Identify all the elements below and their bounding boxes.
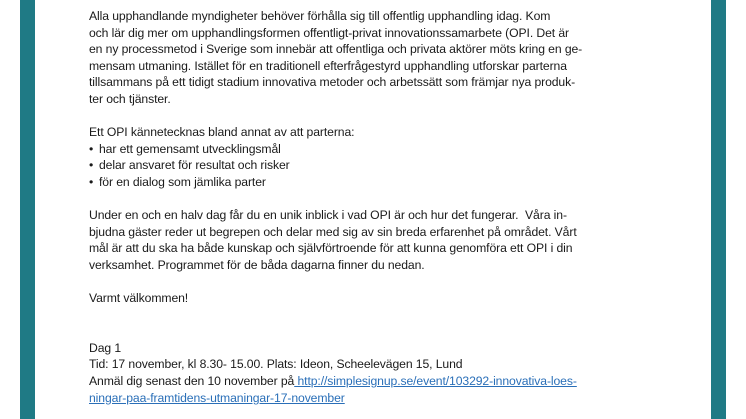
intro-line: tillsammans på ett tidigt stadium innovativa metoder och arbetssätt som främjar nya produk- (89, 75, 576, 90)
program-line: verksamhet. Programmet för de båda dagarna finner du nedan. (89, 257, 425, 272)
intro-paragraph (89, 8, 649, 108)
signup-link[interactable]: http://simplesignup.se/event/103292-innovativa-loes- (294, 374, 577, 389)
day-1-section (89, 340, 649, 406)
left-accent-bar (20, 0, 35, 419)
intro-line: mensam utmaning. Istället för en traditionell efterfrågestyrd upphandling utforskar parterna (89, 58, 567, 73)
bullet-icon: • (89, 141, 94, 156)
bullet-icon: • (89, 174, 94, 189)
program-line: Under en och en halv dag får du en unik inblick i vad OPI är och hur det fungerar. Våra in- (89, 208, 567, 223)
signup-prefix: Anmäl dig senast den 10 november på (89, 374, 295, 389)
welcome-text: Varmt välkommen! (89, 291, 189, 306)
bullet-icon: • (89, 158, 94, 173)
document-body (89, 8, 649, 406)
intro-line: Alla upphandlande myndigheter behöver förhålla sig till offentlig upphandling idag. Kom (89, 9, 551, 23)
signup-link-continued[interactable]: ningar-paa-framtidens-utmaningar-17-november (89, 390, 345, 405)
program-line: bjudna gäster reder ut begrepen och delar med sig av sin breda erfarenhet på området. Vårt (89, 224, 577, 239)
program-line: mål är att du ska ha både kunskap och självförtroende för att kunna genomföra ett OPI i din (89, 241, 573, 256)
signup-line (89, 373, 649, 390)
list-item: • har ett gemensamt utvecklingsmål (89, 141, 281, 156)
day-details: Tid: 17 november, kl 8.30- 15.00. Plats: Ideon, Scheelevägen 15, Lund (89, 357, 463, 372)
program-paragraph (89, 207, 649, 273)
opi-bullet-list (89, 141, 649, 191)
intro-line: ter och tjänster. (89, 91, 171, 106)
intro-line: en ny processmetod i Sverige som innebär att offentliga och privata aktörer möts kring en ge- (89, 42, 583, 57)
intro-line: och lär dig mer om upphandlingsformen offentligt-privat innovationssamarbete (OPI. Det är (89, 25, 569, 40)
day-title: Dag 1 (89, 340, 122, 355)
right-accent-bar (711, 0, 726, 419)
list-item: • delar ansvaret för resultat och risker (89, 158, 290, 173)
opi-heading: Ett OPI kännetecknas bland annat av att parterna: (89, 125, 355, 140)
signup-line-continued (89, 390, 649, 407)
list-item: • för en dialog som jämlika parter (89, 174, 266, 189)
